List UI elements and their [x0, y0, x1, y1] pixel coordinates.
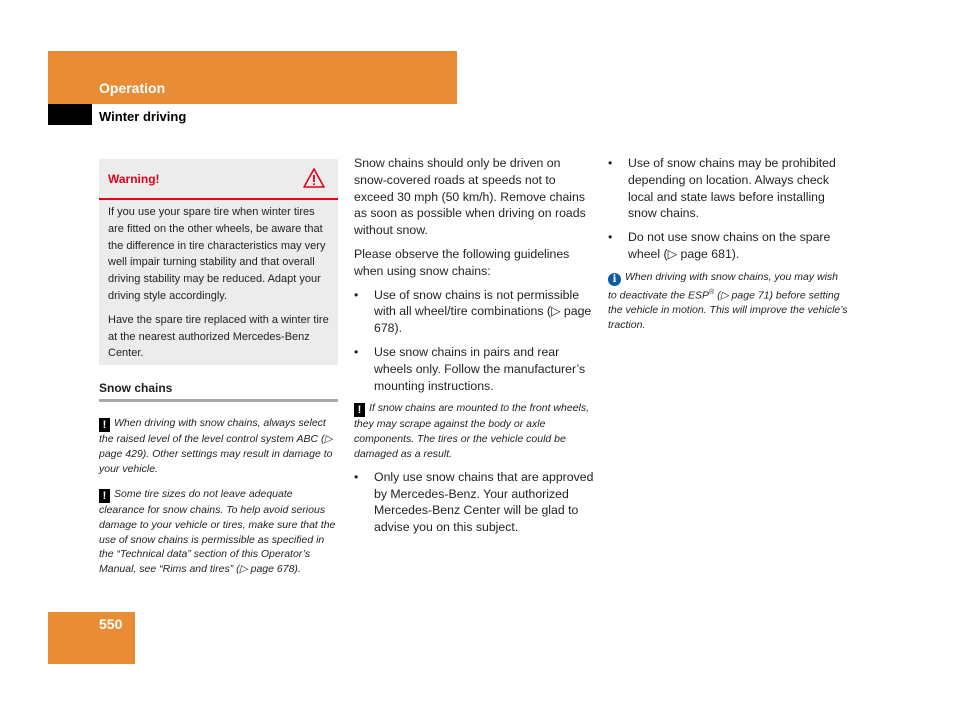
list-item: • Use snow chains in pairs and rear wheels only. Follow the manufacturer’s mounting instructions. — [354, 344, 594, 394]
exclamation-icon: ! — [99, 489, 110, 503]
note-text: (▷ page 71) before setting the vehicle in motion. This will improve the vehicle’s traction. — [608, 289, 848, 331]
warning-triangle-icon — [303, 167, 325, 189]
warning-paragraph: Have the spare tire replaced with a winter tire at the nearest authorized Mercedes-Benz Center. — [108, 313, 329, 360]
list-item: • Only use snow chains that are approved by Mercedes-Benz. Your authorized Mercedes-Benz Center will be glad to advise you on this subject. — [354, 469, 594, 536]
page-number: 550 — [99, 616, 123, 632]
note-text: Some tire sizes do not leave adequate clearance for snow chains. To help avoid serious damage to your vehicle or tires, make sure that the use of snow chains is permissible as specified in the “Technical data” section of this Operator’s Manual, see “Rims and tires” (▷ page 678). — [99, 488, 336, 576]
info-note — [608, 270, 848, 333]
note-text: If snow chains are mounted to the front wheels, they may scrape against the body or axle components. The tires or the vehicle could be damaged as a result. — [354, 402, 590, 460]
registered-mark: ® — [708, 288, 715, 296]
warning-label: Warning! — [108, 172, 160, 186]
list-item: • Use of snow chains may be prohibited depending on location. Always check local and state laws before installing snow chains. — [608, 155, 848, 222]
note-text: When driving with snow chains, always select the raised level of the level control system ABC (▷ page 429). Other settings may result in damage to your vehicle. — [99, 417, 333, 475]
caution-note — [99, 416, 338, 476]
middle-column — [354, 155, 594, 543]
paragraph: Please observe the following guidelines when using snow chains: — [354, 246, 570, 278]
info-icon: i — [608, 273, 621, 286]
note-text: When driving with snow chains, you may wish to deactivate the ESP — [608, 270, 839, 302]
list-item: • Do not use snow chains on the spare wheel (▷ page 681). — [608, 229, 848, 263]
subsection-title: Winter driving — [99, 109, 187, 124]
right-column — [608, 155, 848, 333]
caution-note — [99, 487, 338, 577]
section-title: Operation — [99, 80, 166, 96]
warning-header — [99, 159, 338, 200]
exclamation-icon: ! — [354, 403, 365, 417]
heading-rule — [99, 399, 338, 402]
paragraph: Snow chains should only be driven on snow-covered roads at speeds not to exceed 30 mph (50 km/h). Remove chains as soon as possible when driving on roads without snow. — [354, 156, 586, 238]
snow-chains-heading: Snow chains — [99, 381, 173, 395]
header-bar — [48, 51, 457, 104]
warning-body — [108, 204, 332, 369]
exclamation-icon: ! — [99, 418, 110, 432]
warning-paragraph: If you use your spare tire when winter tires are fitted on the other wheels, be aware that the difference in tire characteristics may very well impair turning stability and that overall driving stability may be reduced. Adapt your driving style accordingly. — [108, 206, 326, 302]
caution-note — [354, 401, 594, 461]
list-item: • Use of snow chains is not permissible with all wheel/tire combinations (▷ page 678). — [354, 287, 594, 337]
warning-box — [99, 159, 338, 365]
header-tab-marker — [48, 104, 92, 125]
